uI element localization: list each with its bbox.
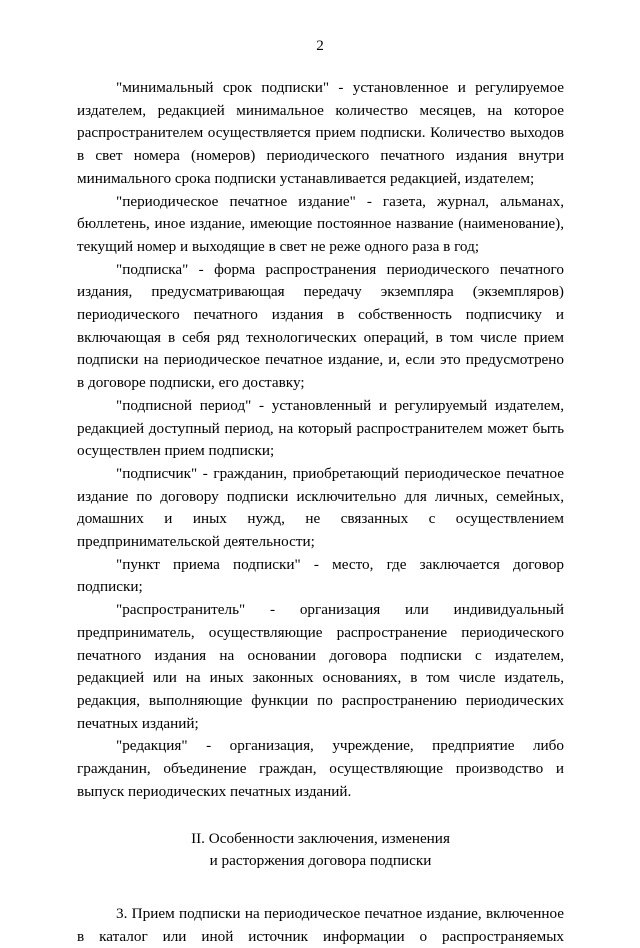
definition-distributor: "распространитель" - организация или индивидуальный предприниматель, осуществляющие распространение периодического печатного издания на основании договора подписки с издателем, редакцией или на иных законных основаниях, в том числе издатель, редакция, выполняющие функции по распространению периодических печатных изданий; <box>77 601 564 732</box>
definition-editorial-office: "редакция" - организация, учреждение, предприятие либо гражданин, объединение граждан, осуществляющие производство и выпуск периодических печатных изданий. <box>77 737 564 800</box>
definition-subscription-point: "пункт приема подписки" - место, где заключается договор подписки; <box>77 555 564 596</box>
definition-periodical: "периодическое печатное издание" - газета, журнал, альманах, бюллетень, иное издание, имеющие постоянное название (наименование), текущий номер и выходящие в свет не реже одного раза в год; <box>77 192 564 255</box>
section-heading-line-1: II. Особенности заключения, изменения <box>191 829 450 847</box>
definition-subscriber: "подписчик" - гражданин, приобретающий периодическое печатное издание по договору подписки исключительно для личных, семейных, домашних и иных нужд, не связанных с осуществлением предпринимательской деятельности; <box>77 464 564 551</box>
definition-subscription: "подписка" - форма распространения периодического печатного издания, предусматривающая передачу экземпляра (экземпляров) периодического печатного издания в собственность подписчику и включающая в себя ряд технологических операций, в том числе прием подписки на периодическое печатное издание, и, если это предусмотрено в договоре подписки, его доставку; <box>77 260 564 392</box>
section-heading-line-2: и расторжения договора подписки <box>209 852 432 870</box>
definition-minimum-subscription-term: "минимальный срок подписки" - установленное и регулируемое издателем, редакцией минимальное количество месяцев, на которое распространителем осуществляется прием подписки. Количество выходов в свет номера (номеров) периодического печатного издания внутри минимального срока подписки устанавливается редакцией, издателем; <box>77 79 564 187</box>
definition-subscription-period: "подписной период" - установленный и регулируемый издателем, редакцией доступный период, на который распространителем может быть осуществлен прием подписки; <box>77 396 564 460</box>
clause-3: 3. Прием подписки на периодическое печатное издание, включенное в каталог или иной источник информации о распространяемых <box>77 904 564 945</box>
section-heading <box>77 828 564 873</box>
page-number: 2 <box>316 37 324 54</box>
document-body <box>77 77 564 948</box>
